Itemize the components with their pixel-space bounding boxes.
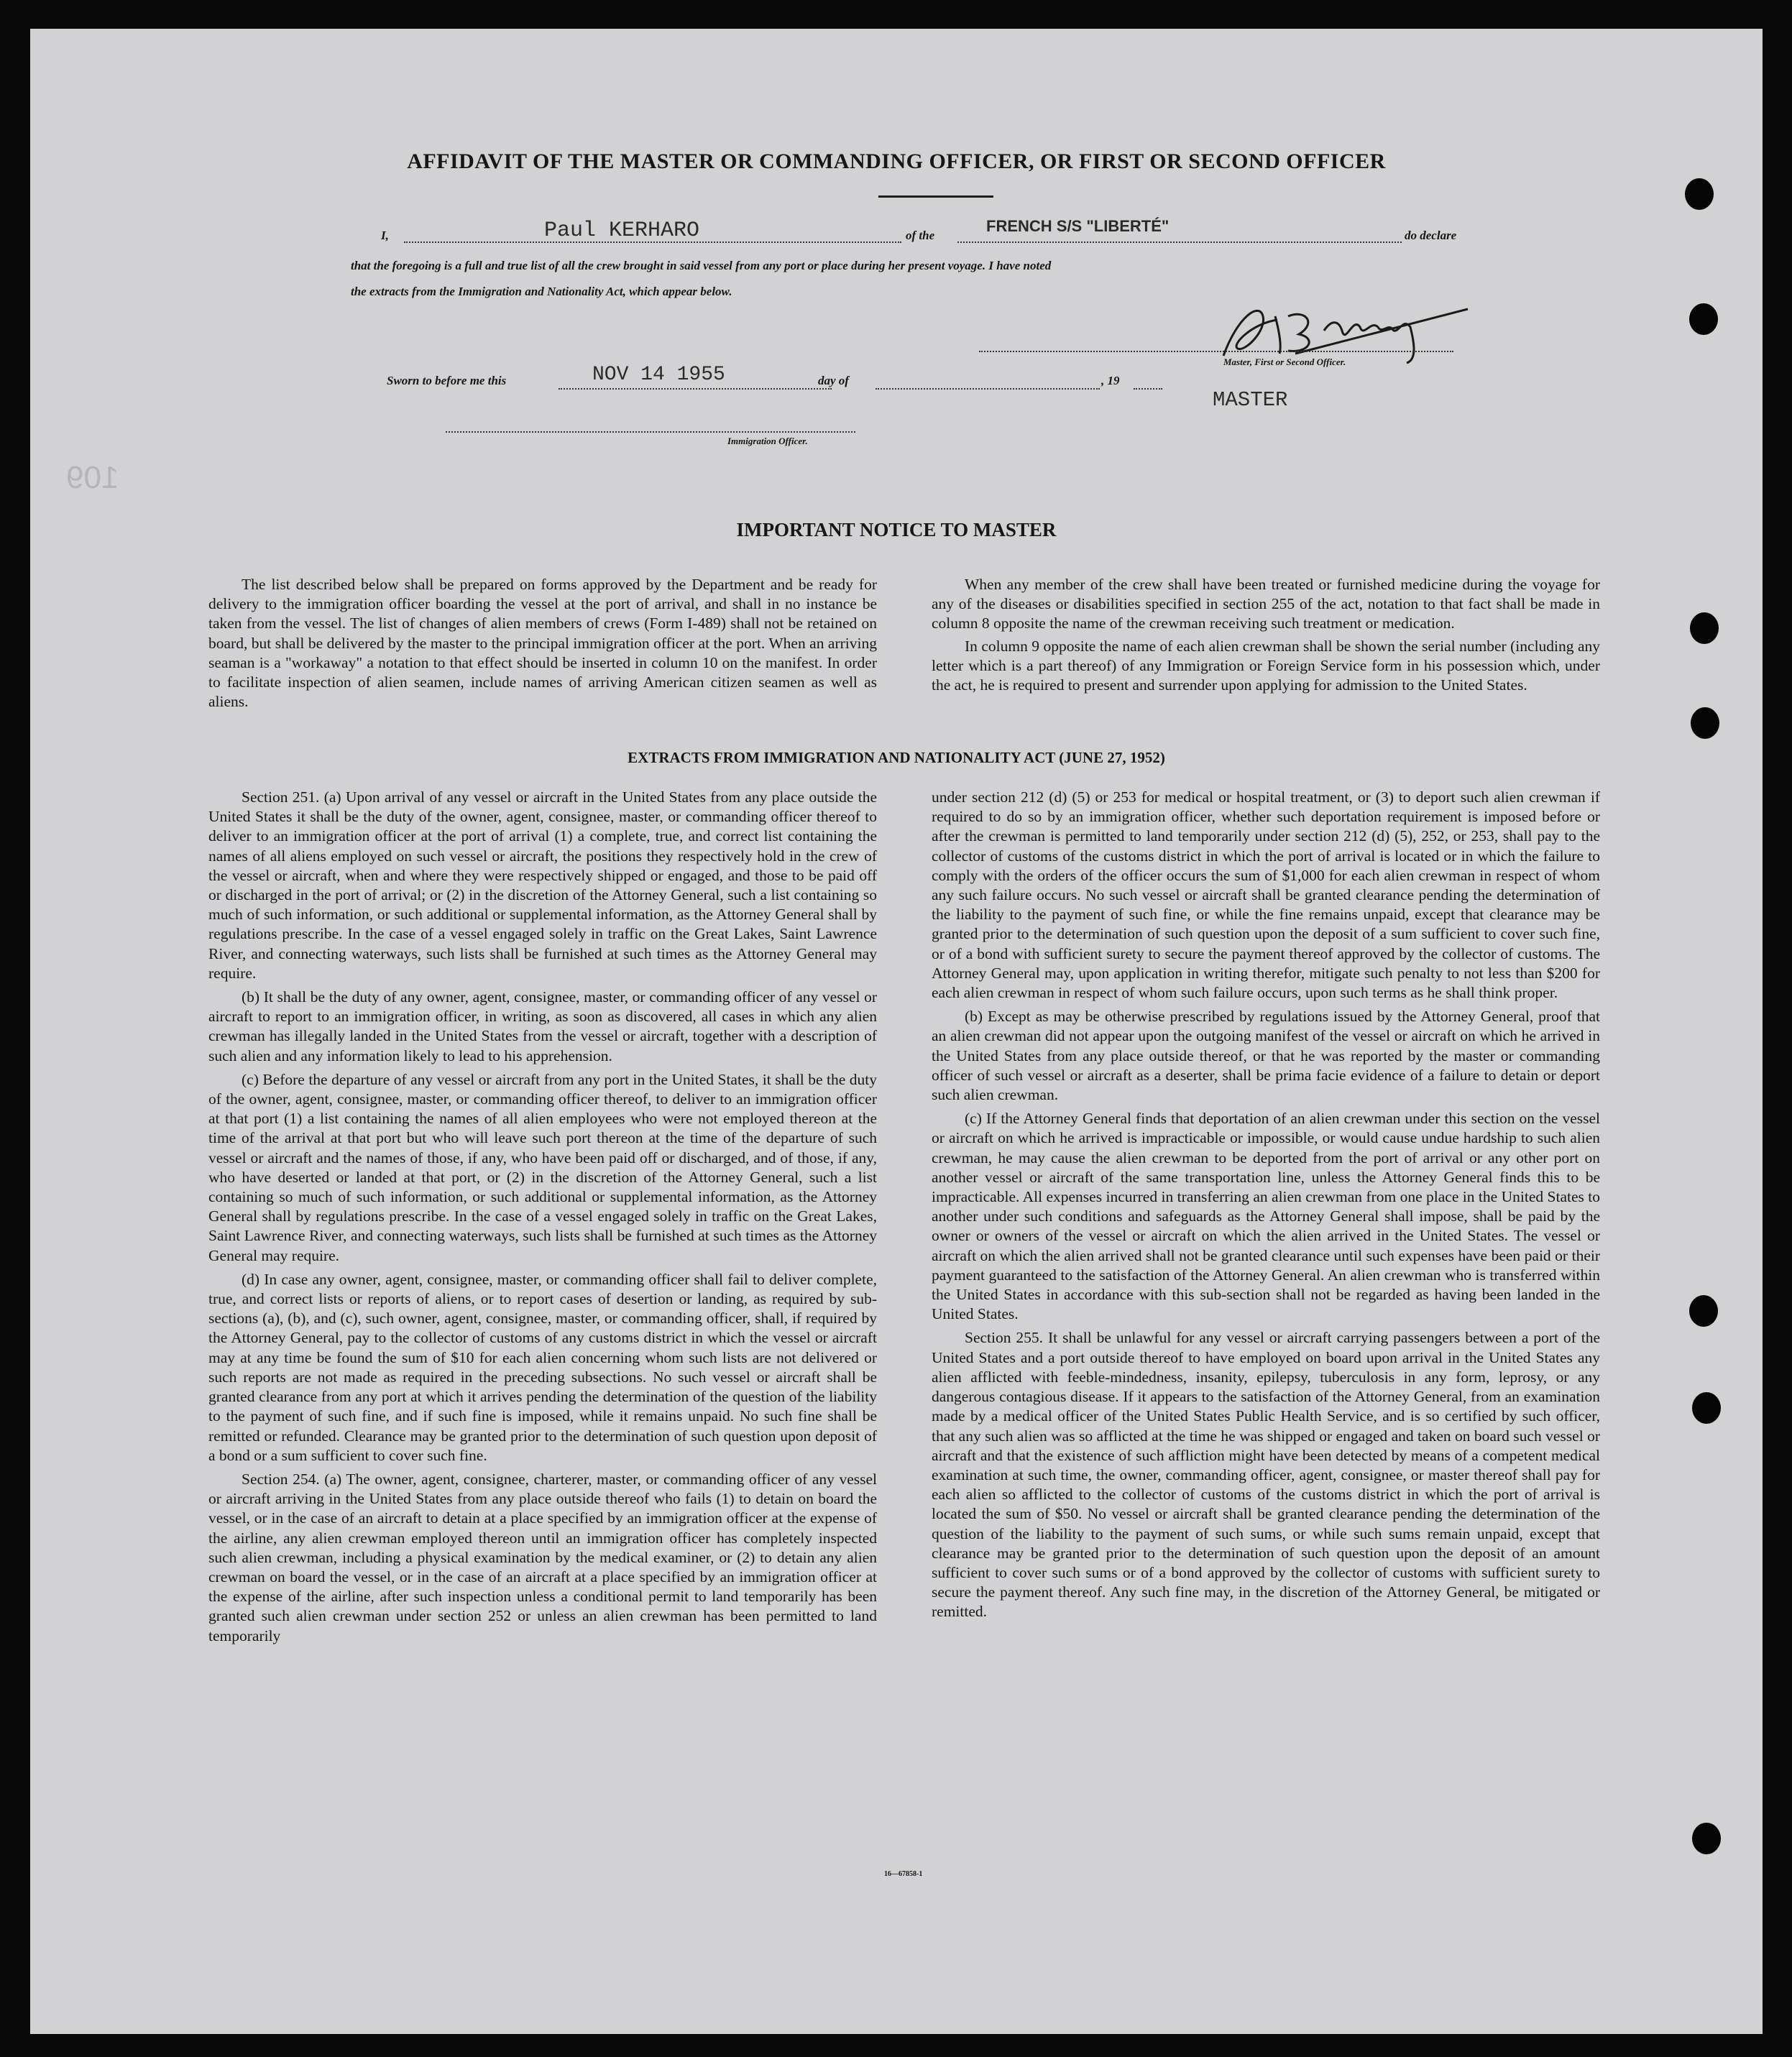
notice-paragraph: When any member of the crew shall have been treated or furnished medicine during the voyage for any of the diseases or disabilities specified in section 255 of the act, notation to that fact shall be made in column 8 opposite the name of the crewman receiving such treatment or medication. xyxy=(932,576,1600,632)
title-rule xyxy=(878,195,993,198)
extract-paragraph: under section 212 (d) (5) or 253 for medical or hospital treatment, or (3) to deport such alien crewman if required to do so by an immigration officer, whether such deportation requirement is imposed before or after the crewman is permitted to land temporarily under section 212 (d) (5), 252, or 253, shall pay to the collector of customs of the customs district in which the port of arrival is located or in which the failure to comply with the orders of the officer occurs the sum of $1,000 for each alien crewman in respect of whom any such failure occurs. No such vessel or aircraft shall be granted clearance pending the determination of the liability to the payment of such fine, or while the fine remains unpaid, except that clearance may be granted prior to the determination of such question upon the deposit of a sum sufficient to cover such fine, or of a bond with sufficient surety to secure the payment thereof approved by the collector of customs. The Attorney General may, upon application in writing therefor, mitigate such penalty to not less than $200 for each alien crewman in respect of whom such failure occurs, upon such terms as he shall think proper. xyxy=(932,788,1600,1002)
vessel-line xyxy=(957,241,1402,243)
day-line xyxy=(876,388,1100,390)
punch-hole xyxy=(1685,178,1714,210)
year-line xyxy=(1134,388,1162,390)
extracts-right-column xyxy=(932,788,1600,1626)
line1-prefix: I, xyxy=(381,229,389,242)
vessel-field: FRENCH S/S "LIBERTÉ" xyxy=(986,217,1170,235)
punch-hole xyxy=(1689,1295,1718,1327)
extract-paragraph: (b) It shall be the duty of any owner, agent, consignee, master, or commanding officer of any vessel or aircraft to report to an immigration officer, in writing, as soon as discovered, all cases in which any alien crewman has illegally landed in the United States from the vessel or aircraft, together with a description of such alien and any information likely to lead to his apprehension. xyxy=(208,988,877,1064)
form-sheet xyxy=(30,29,1763,2034)
signature-line xyxy=(979,351,1453,352)
officer-line xyxy=(446,431,855,433)
extract-paragraph: (d) In case any owner, agent, consignee, master, or commanding officer shall fail to deliver complete, true, and correct lists or reports of aliens, or to report cases of desertion or landing, as required by sub-sections (a), (b), and (c), such owner, agent, consignee, master, or commanding officer, shall, if required by the Attorney General, pay to the collector of customs of any customs district in which the vessel or aircraft may at any time be found the sum of $10 for each alien concerning whom such lists are not delivered or such reports are not made as required in the preceding subsections. No such vessel or aircraft shall be granted clearance from any port at which it arrives pending the determination of the question of the liability to the payment of such fine, and if such fine is imposed, while it remains unpaid. No such fine shall be remitted or refunded. Clearance may be granted prior to the determination of such question upon deposit of a bond or a sum sufficient to cover such fine. xyxy=(208,1270,877,1464)
extract-paragraph: Section 255. It shall be unlawful for any vessel or aircraft carrying passengers between a port of the United States and a port outside thereof to have employed on board upon arrival in the United States any alien afflicted with feeble-mindedness, insanity, epilepsy, tuberculosis in any form, leprosy, or any dangerous contagious disease. If it appears to the satisfaction of the Attorney General, from an examination made by a medical officer of the United States Public Health Service, and is so certified by such officer, that any such alien was so afflicted at the time he was shipped or engaged and taken on board such vessel or aircraft and that the existence of such affliction might have been detected by means of a competent medical examination at such time, the owner, commanding officer, agent, consignee, or master thereof shall pay for each alien so afflicted to the collector of customs of the customs district in which the port of arrival is located the sum of $50. No vessel or aircraft shall be granted clearance pending the determination of the question of the liability to the payment of such sums, or while such sums remain unpaid, except that clearance may be granted prior to the determination of such question upon the deposit of an amount sufficient to cover such sums or of a bond approved by the collector of customs with sufficient surety to secure the payment thereof. Any such fine may, in the discretion of the Attorney General, be mitigated or remitted. xyxy=(932,1329,1600,1621)
year-prefix: , 19 xyxy=(1101,374,1120,387)
affidavit-line3: the extracts from the Immigration and Nationality Act, which appear below. xyxy=(351,285,732,298)
punch-hole xyxy=(1692,1823,1721,1854)
notice-title: IMPORTANT NOTICE TO MASTER xyxy=(736,519,1057,540)
punch-hole xyxy=(1690,612,1719,644)
signature-label: Master, First or Second Officer. xyxy=(1223,356,1346,367)
notice-paragraph: In column 9 opposite the name of each alien crewman shall be shown the serial number (including any letter which is a part thereof) of any Immigration or Foreign Service form in his possession which, under the act, he is required to present and surrender upon applying for admission to the United States. xyxy=(932,637,1600,694)
sworn-date-line xyxy=(559,388,832,390)
extract-paragraph: Section 251. (a) Upon arrival of any vessel or aircraft in the United States from any place outside the United States it shall be the duty of the owner, agent, consignee, master, or commanding officer thereof to deliver to an immigration officer at the port of arrival (1) a complete, true, and correct list containing the names of all aliens employed on such vessel or aircraft, the positions they respectively hold in the crew of the vessel or aircraft, when and where they were respectively shipped or engaged, and those to be paid off or discharged in the port of arrival; or (2) in the discretion of the Attorney General, such a list containing so much of such information, or such additional or supplemental information, as the Attorney General shall by regulations prescribe. In the case of a vessel engaged solely in traffic on the Great Lakes, Saint Lawrence River, and connecting waterways, such lists shall be furnished at such times as the Attorney General may require. xyxy=(208,788,877,982)
extract-paragraph: Section 254. (a) The owner, agent, consignee, charterer, master, or commanding officer of any vessel or aircraft arriving in the United States from any place outside thereof who fails (1) to detain on board the vessel, or in the case of an aircraft to detain at a place specified by an immigration officer at the expense of the airline, any alien crewman employed thereon until an immigration officer has completely inspected such alien crewman, including a physical examination by the medical examiner, or (2) to detain any alien crewman on board the vessel, or in the case of an aircraft at a place specified by an immigration officer at the expense of the airline, after such inspection unless a conditional permit to land temporarily has been granted such alien crewman under section 252 or unless an alien crewman has been permitted to land temporarily xyxy=(208,1470,877,1644)
extract-paragraph: (b) Except as may be otherwise prescribed by regulations issued by the Attorney General, proof that an alien crewman did not appear upon the outgoing manifest of the vessel or aircraft on which he arrived in the United States from any place outside thereof, or that he was reported by the master or commanding officer of such vessel or aircraft as a deserter, shall be prima facie evidence of a failure to detain or deport such alien crewman. xyxy=(932,1008,1600,1104)
form-code: 16—67858-1 xyxy=(884,1870,923,1878)
punch-hole xyxy=(1691,707,1719,739)
extracts-left-column xyxy=(208,788,877,1650)
day-of-label: day of xyxy=(818,374,849,387)
notice-right-column xyxy=(932,575,1600,698)
extract-paragraph: (c) If the Attorney General finds that deportation of an alien crewman under this section on the vessel or aircraft on which he arrived is impracticable or impossible, or would cause undue hardship to such alien crewman, he may cause the alien crewman to be deported from the port of arrival or any other port on another vessel or aircraft of the same transportation line, unless the Attorney General finds this to be impracticable. All expenses incurred in transferring an alien crewman from one place in the United States to another under such conditions and safeguards as the Attorney General shall impose, shall be paid by the owner or owners of the vessel or aircraft on which the alien arrived in the United States. The vessel or aircraft on which the alien arrived shall not be granted clearance until such expenses have been paid or their payment guaranteed to the satisfaction of the Attorney General. An alien crewman who is transferred within the United States in accordance with this sub-section shall not be regarded as having been landed in the United States. xyxy=(932,1110,1600,1323)
punch-hole xyxy=(1689,303,1718,335)
extracts-title: EXTRACTS FROM IMMIGRATION AND NATIONALITY ACT (JUNE 27, 1952) xyxy=(628,749,1165,766)
of-the-label: of the xyxy=(906,229,935,242)
do-declare-label: do declare xyxy=(1405,229,1457,242)
extract-paragraph: (c) Before the departure of any vessel or aircraft from any port in the United States, it shall be the duty of the owner, agent, consignee, master, or commanding officer thereof, to deliver to an immigration officer at that port (1) a list containing the names of all alien employees who were not employed thereon at the time of the arrival at that port but who will leave such port thereon at the time of the departure of such vessel or aircraft and the names of those, if any, who have been paid off or discharged, and of those, if any, who have deserted or landed at that port, or (2) in the discretion of the Attorney General, such a list containing so much of such information, or such additional or supplemental information, as the Attorney General shall by regulations prescribe. In the case of a vessel engaged solely in traffic on the Great Lakes, Saint Lawrence River, and connecting waterways, such lists shall be furnished at such times as the Attorney General may require. xyxy=(208,1070,877,1264)
sworn-date-stamp: NOV 14 1955 xyxy=(592,364,725,386)
notice-paragraph: The list described below shall be prepared on forms approved by the Department and be ready for delivery to the immigration officer boarding the vessel at the port of arrival, and shall in no instance be taken from the vessel. The list of changes of alien members of crews (Form I-489) shall not be retained on board, but shall be delivered by the master to the principal immigration officer at the port. When an arriving seaman is a "workaway" a notation to that effect should be inserted in column 10 on the manifest. In order to facilitate inspection of alien seamen, include names of arriving American citizen seamen as well as aliens. xyxy=(208,576,877,711)
rank-typed: MASTER xyxy=(1213,388,1288,412)
punch-hole xyxy=(1692,1392,1721,1424)
bleed-through-number: 109 xyxy=(66,460,119,495)
officer-label: Immigration Officer. xyxy=(727,436,808,446)
affidavit-line2: that the foregoing is a full and true list of all the crew brought in said vessel from any port or place during her present voyage. I have noted xyxy=(351,259,1052,272)
master-name-field: Paul KERHARO xyxy=(544,218,700,243)
notice-left-column xyxy=(208,575,877,714)
affidavit-title: AFFIDAVIT OF THE MASTER OR COMMANDING OFFICER, OR FIRST OR SECOND OFFICER xyxy=(407,149,1386,173)
sworn-prefix: Sworn to before me this xyxy=(387,374,507,387)
